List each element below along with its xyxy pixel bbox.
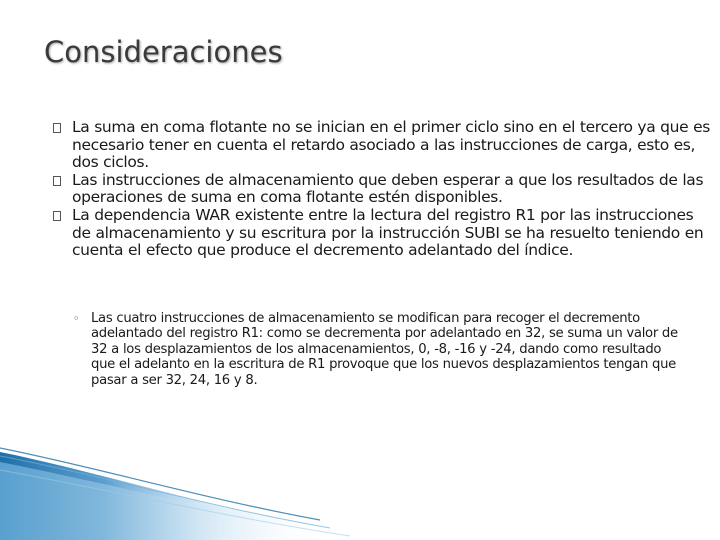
bullet-item [52, 172, 716, 207]
sub-bullet-item [72, 311, 684, 388]
slide-title: Consideraciones [44, 35, 283, 69]
bullet-item [52, 119, 716, 172]
box-bullet-icon [53, 176, 61, 186]
sub-bullet-text: Las cuatro instrucciones de almacenamiento se modifican para recoger el decremento adelantado del registro R1: como se decrementa por adelantado en 32, se suma un valor de 32 a los desplazamientos de los almacenamientos, 0, -8, -16 y -24, dando como resultado que el adelanto en la escritura de R1 provoque que los nuevos desplazamientos tengan que pasar a ser 32, 24, 16 y 8. [91, 311, 678, 388]
bullet-text: Las instrucciones de almacenamiento que deben esperar a que los resultados de las operaciones de suma en coma flotante estén disponibles. [72, 170, 704, 207]
bullet-text: La suma en coma flotante no se inician en el primer ciclo sino en el tercero ya que es necesario tener en cuenta el retardo asociado a las instrucciones de carga, esto es, dos ciclos. [72, 118, 711, 172]
box-bullet-icon [53, 123, 61, 133]
bullet-text: La dependencia WAR existente entre la lectura del registro R1 por las instrucciones de almacenamiento y su escritura por la instrucción SUBI se ha resuelto teniendo en cuenta el efecto que produce el decremento adelantado del índice. [72, 205, 704, 260]
sub-bullet-marker: ◦ [73, 312, 80, 325]
bullet-list [52, 119, 716, 260]
bullet-item [52, 207, 716, 260]
decorative-wave [0, 440, 720, 540]
sub-bullet-list [72, 311, 684, 388]
box-bullet-icon [53, 211, 61, 221]
